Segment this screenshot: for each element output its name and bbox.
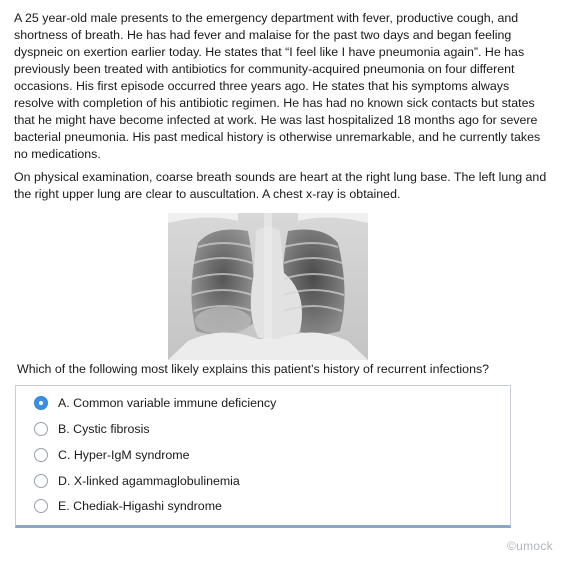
radio-selected-icon[interactable] — [34, 396, 48, 410]
option-e-label: E. Chediak-Higashi syndrome — [58, 499, 222, 513]
option-b-label: B. Cystic fibrosis — [58, 422, 150, 436]
radio-icon[interactable] — [34, 499, 48, 513]
option-c[interactable] — [34, 445, 494, 465]
stem-paragraph-history: A 25 year-old male presents to the emergency department with fever, productive cough, and shortness of breath. He has had fever and malaise for the past two days and began feeling dyspneic on exertion earlier today. He states that “I feel like I have pneumonia again”. He has previously been treated with antibiotics for community-acquired pneumonia on four different occasions. His first episode occurred three years ago. He states that his symptoms always resolve with completion of his antibiotic regimen. He has had no known sick contacts but states that he might have become infected at work. He was last hospitalized 18 months ago for severe bacterial pneumonia. His past medical history is otherwise unremarkable, and he currently takes no medications. — [14, 11, 541, 161]
radio-icon[interactable] — [34, 422, 48, 436]
radio-icon[interactable] — [34, 448, 48, 462]
answer-options — [15, 385, 511, 528]
option-d[interactable] — [34, 471, 494, 491]
question-prompt: Which of the following most likely explains this patient's history of recurrent infections? — [17, 362, 490, 376]
option-a[interactable] — [34, 393, 494, 413]
chest-xray-graphic — [168, 213, 368, 360]
option-e[interactable] — [34, 496, 494, 516]
stem-paragraph-exam: On physical examination, coarse breath sounds are heart at the right lung base. The left lung and the right upper lung are clear to auscultation. A chest x-ray is obtained. — [14, 170, 547, 201]
question-stem — [14, 10, 551, 209]
option-d-label: D. X-linked agammaglobulinemia — [58, 474, 240, 488]
umock-watermark: ©umock — [507, 539, 553, 553]
option-b[interactable] — [34, 419, 494, 439]
option-a-label: A. Common variable immune deficiency — [58, 396, 277, 410]
option-c-label: C. Hyper-IgM syndrome — [58, 448, 190, 462]
radio-icon[interactable] — [34, 474, 48, 488]
chest-xray-image — [168, 213, 368, 360]
